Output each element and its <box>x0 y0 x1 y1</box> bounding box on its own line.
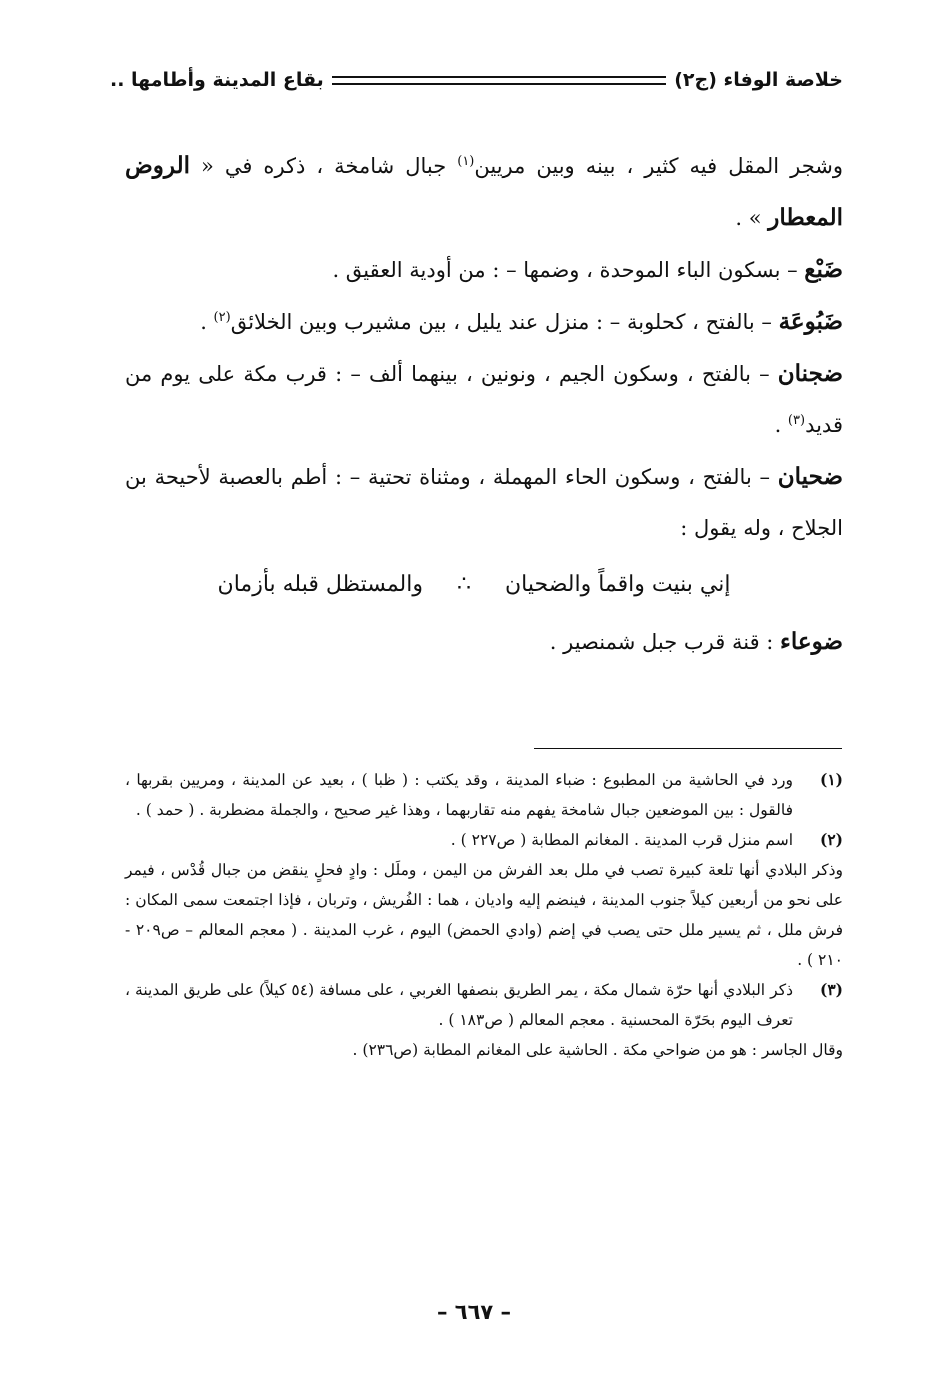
footnote-3 <box>125 975 843 1065</box>
footnotes <box>125 765 843 1065</box>
entry-dajnan <box>125 348 843 451</box>
section-title: بقاع المدينة وأطامها .. <box>110 69 324 91</box>
footnote-text-continued: وقال الجاسر : هو من ضواحي مكة . الحاشية على المغانم المطابة (ص٢٣٦) . <box>352 1041 843 1059</box>
entry-dahyan <box>125 451 843 554</box>
page-number: – ٦٦٧ – <box>436 1300 512 1324</box>
entry-dabua <box>125 296 843 348</box>
book-title: خلاصة الوفاء (ج٢) <box>674 69 843 91</box>
footnote-1 <box>125 765 843 825</box>
footnote-text: اسم منزل قرب المدينة . المغانم المطابة ( ص٢٢٧ ) . <box>450 831 793 849</box>
verse-hemistich-1: إني بنيت واقماً والضحيان <box>505 572 731 597</box>
footnote-2 <box>125 825 843 975</box>
entry-text: – بسكون الباء الموحدة ، وضمها – : من أودية العقيق . <box>332 258 805 282</box>
footnote-text-continued: وذكر البلادي أنها تلعة كبيرة تصب في ملل بعد الفرش من اليمن ، وملَل : وادٍ فحلٍ ينقض من جبال قُدْس ، فيمر على نحو من أربعين كيلاً جنوب المدينة ، فينضم إليه واديان ، هما : الفُريش ، وتربان ، فإذا اجتمعت سمى المكان : فرش ملل ، ثم يسير ملل حتى يصب في إضم (وادي الحمض) اليوم ، غرب المدينة . ( معجم المعالم – ص٢٠٩ - ٢١٠ ) . <box>125 861 843 969</box>
poem-verse <box>125 560 843 610</box>
entry-text: – بالفتح ، كحلوبة – : منزل عند يليل ، بين مشيرب وبين الخلائق <box>230 310 779 334</box>
entry-term: ضوعاء <box>780 628 843 655</box>
entry-dawaa <box>125 616 843 668</box>
entry-text: . <box>200 310 214 334</box>
entry-text: . <box>774 413 788 437</box>
footnote-separator <box>534 748 842 749</box>
paragraph-text: » . <box>735 206 769 230</box>
main-text <box>125 140 843 668</box>
footnote-ref-2: (٢) <box>213 310 231 325</box>
verse-separator: ∴ <box>457 572 471 597</box>
entry-text: : قنة قرب جبل شمنصير . <box>549 630 781 654</box>
header-rule <box>332 76 666 85</box>
book-reference: الروض المعطار <box>125 152 843 231</box>
footnote-number: (١) <box>819 770 843 789</box>
footnote-ref-1: (١) <box>457 154 475 169</box>
footnote-text: ورد في الحاشية من المطبوع : ضباء المدينة ، وقد يكتب : ( ظبا ) ، بعيد عن المدينة ، ومريين بقربها ، فالقول : بين الموضعين جبال شامخة يفهم منه تقاربهما ، وهذا غير صحيح ، والجملة مضطربة . ( حمد ) . <box>125 771 793 819</box>
entry-term: ضَبُوعَة <box>778 308 843 335</box>
entry-term: ضحيان <box>777 463 843 490</box>
running-header <box>110 66 843 94</box>
entry-term: ضجنان <box>777 360 843 387</box>
entry-term: ضَبْع <box>804 256 843 283</box>
footnote-text: ذكر البلادي أنها حرّة شمال مكة ، يمر الطريق بنصفها الغربي ، على مسافة (٥٤ كيلاً) على طريق المدينة ، تعرف اليوم بحَرّة المحسنية . معجم المعالم ( ص١٨٣ ) . <box>125 981 793 1029</box>
verse-hemistich-2: والمستظل قبله بأزمان <box>217 572 423 597</box>
paragraph-text: وشجر المقل فيه كثير ، بينه وبين مريين <box>474 154 843 178</box>
entry-dab <box>125 244 843 296</box>
paragraph-text: جبال شامخة ، ذكره في « <box>190 154 458 178</box>
footnote-number: (٢) <box>819 830 843 849</box>
entry-text: – بالفتح ، وسكون الحاء المهملة ، ومثناة تحتية – : أطم بالعصبة لأحيحة بن الجلاح ، وله يقول : <box>125 465 843 540</box>
footnote-ref-3: (٣) <box>787 413 806 428</box>
footnote-number: (٣) <box>819 980 843 999</box>
entry-text: – بالفتح ، وسكون الجيم ، ونونين ، بينهما ألف – : قرب مكة على يوم من قديد <box>125 362 843 437</box>
paragraph-continuation <box>125 140 843 244</box>
